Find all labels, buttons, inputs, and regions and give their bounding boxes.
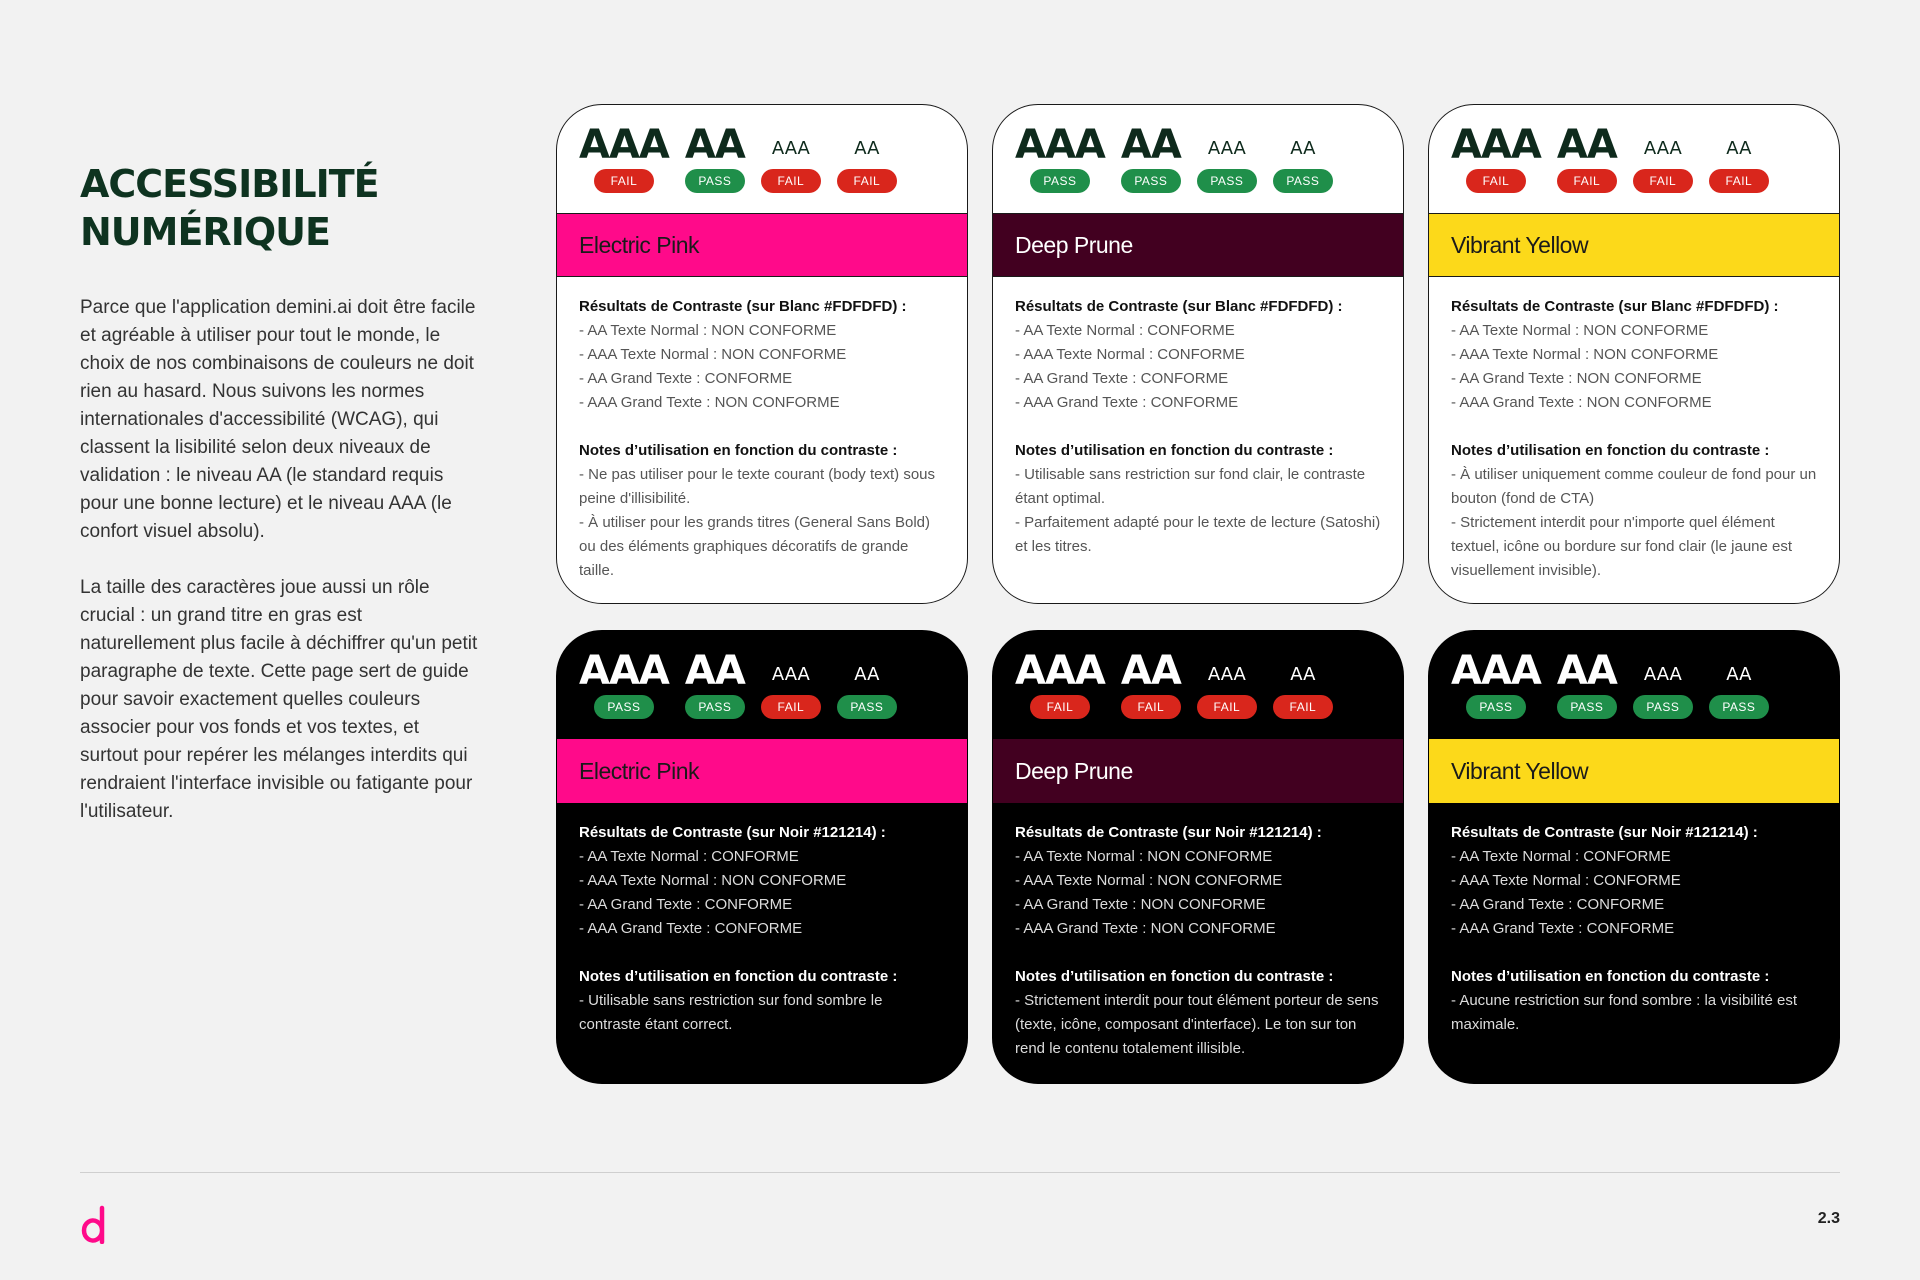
result-line: - AA Texte Normal : CONFORME: [1451, 848, 1671, 865]
wcag-level-label: AAA: [1643, 664, 1682, 685]
wcag-badge: [1633, 123, 1693, 193]
wcag-badges: [557, 631, 967, 739]
cards-row-light-background: [556, 104, 1840, 604]
card-body: [557, 277, 967, 583]
wcag-badges: [993, 631, 1403, 739]
contrast-cards-grid: [556, 104, 1840, 1084]
note-line: - Aucune restriction sur fond sombre : la visibilité est maximale.: [1451, 992, 1797, 1033]
results-heading: Résultats de Contraste (sur Blanc #FDFDFD) :: [1015, 298, 1343, 315]
wcag-badge: [1451, 123, 1541, 193]
wcag-badge: [1197, 123, 1257, 193]
wcag-level-label: AA: [684, 122, 745, 168]
notes-heading: Notes d’utilisation en fonction du contraste :: [1451, 442, 1770, 459]
wcag-level-label: AAA: [1451, 648, 1541, 694]
demini-d-logo-icon: [80, 1204, 110, 1244]
wcag-level-label: AA: [1290, 664, 1316, 685]
note-line: - Utilisable sans restriction sur fond clair, le contraste étant optimal.: [1015, 466, 1366, 507]
card-body: [1429, 803, 1839, 1037]
color-name-bar: Vibrant Yellow: [1429, 213, 1839, 277]
card-body: [557, 803, 967, 1037]
results-heading: Résultats de Contraste (sur Blanc #FDFDFD) :: [579, 298, 907, 315]
wcag-badges: [993, 105, 1403, 213]
card-body: [993, 803, 1403, 1061]
result-line: - AAA Grand Texte : CONFORME: [579, 920, 803, 937]
result-line: - AA Grand Texte : CONFORME: [579, 370, 793, 387]
color-name-bar: Deep Prune: [993, 739, 1403, 803]
status-pill: FAIL: [1709, 169, 1769, 193]
wcag-badge: [1015, 123, 1105, 193]
status-pill: FAIL: [1121, 695, 1181, 719]
status-pill: FAIL: [837, 169, 897, 193]
note-line: - À utiliser uniquement comme couleur de fond pour un bouton (fond de CTA): [1451, 466, 1817, 507]
wcag-level-label: AA: [854, 138, 880, 159]
wcag-badges: [557, 105, 967, 213]
results-heading: Résultats de Contraste (sur Noir #121214) :: [579, 824, 886, 841]
status-pill: FAIL: [761, 169, 821, 193]
results-heading: Résultats de Contraste (sur Blanc #FDFDFD) :: [1451, 298, 1779, 315]
contrast-card: [992, 630, 1404, 1084]
color-name-bar: Electric Pink: [557, 739, 967, 803]
note-line: - Parfaitement adapté pour le texte de lecture (Satoshi) et les titres.: [1015, 514, 1381, 555]
color-name-bar: Electric Pink: [557, 213, 967, 277]
note-line: - Strictement interdit pour n'importe quel élément textuel, icône ou bordure sur fond clair (le jaune est visuellement invisible).: [1451, 514, 1793, 579]
status-pill: FAIL: [1466, 169, 1526, 193]
wcag-level-label: AAA: [1207, 138, 1246, 159]
card-body: [1429, 277, 1839, 583]
intro-section: [80, 160, 480, 826]
note-line: - Ne pas utiliser pour le texte courant (body text) sous peine d'illisibilité.: [579, 466, 936, 507]
status-pill: FAIL: [1197, 695, 1257, 719]
status-pill: PASS: [1197, 169, 1257, 193]
results-heading: Résultats de Contraste (sur Noir #121214) :: [1015, 824, 1322, 841]
wcag-level-label: AAA: [771, 138, 810, 159]
wcag-badge: [579, 649, 669, 719]
contrast-card: [992, 104, 1404, 604]
color-name-bar: Deep Prune: [993, 213, 1403, 277]
status-pill: PASS: [1466, 695, 1526, 719]
cards-row-dark-background: [556, 630, 1840, 1084]
result-line: - AAA Texte Normal : NON CONFORME: [1451, 346, 1719, 363]
result-line: - AA Texte Normal : NON CONFORME: [1015, 848, 1273, 865]
result-line: - AAA Texte Normal : NON CONFORME: [579, 346, 847, 363]
wcag-level-label: AAA: [1643, 138, 1682, 159]
notes-heading: Notes d’utilisation en fonction du contraste :: [579, 442, 898, 459]
wcag-badges: [1429, 631, 1839, 739]
result-line: - AA Texte Normal : NON CONFORME: [579, 322, 837, 339]
result-line: - AAA Texte Normal : CONFORME: [1015, 346, 1245, 363]
result-line: - AA Grand Texte : NON CONFORME: [1451, 370, 1702, 387]
wcag-badge: [1273, 649, 1333, 719]
wcag-level-label: AA: [1556, 122, 1617, 168]
result-line: - AAA Grand Texte : NON CONFORME: [1015, 920, 1276, 937]
result-line: - AAA Texte Normal : CONFORME: [1451, 872, 1681, 889]
status-pill: FAIL: [1557, 169, 1617, 193]
note-line: - À utiliser pour les grands titres (General Sans Bold) ou des éléments graphiques décoratifs de grande taille.: [579, 514, 930, 579]
result-line: - AAA Grand Texte : CONFORME: [1451, 920, 1675, 937]
notes-heading: Notes d’utilisation en fonction du contraste :: [579, 968, 898, 985]
wcag-level-label: AA: [854, 664, 880, 685]
result-line: - AA Texte Normal : NON CONFORME: [1451, 322, 1709, 339]
wcag-badge: [1451, 649, 1541, 719]
wcag-level-label: AA: [1120, 122, 1181, 168]
result-line: - AAA Grand Texte : NON CONFORME: [579, 394, 840, 411]
result-line: - AA Texte Normal : CONFORME: [1015, 322, 1235, 339]
wcag-level-label: AA: [1556, 648, 1617, 694]
status-pill: PASS: [685, 695, 745, 719]
wcag-badge: [1121, 649, 1181, 719]
wcag-badge: [685, 649, 745, 719]
wcag-badge: [1709, 649, 1769, 719]
status-pill: FAIL: [594, 169, 654, 193]
status-pill: PASS: [1273, 169, 1333, 193]
contrast-card: [556, 104, 968, 604]
wcag-badge: [1709, 123, 1769, 193]
status-pill: PASS: [1030, 169, 1090, 193]
wcag-level-label: AA: [1290, 138, 1316, 159]
contrast-card: [556, 630, 968, 1084]
result-line: - AAA Grand Texte : CONFORME: [1015, 394, 1239, 411]
result-line: - AAA Texte Normal : NON CONFORME: [579, 872, 847, 889]
status-pill: FAIL: [1030, 695, 1090, 719]
wcag-badge: [1273, 123, 1333, 193]
page-number: 2.3: [1817, 1210, 1840, 1227]
results-heading: Résultats de Contraste (sur Noir #121214) :: [1451, 824, 1758, 841]
notes-heading: Notes d’utilisation en fonction du contraste :: [1015, 968, 1334, 985]
intro-paragraph-1: Parce que l'application demini.ai doit être facile et agréable à utiliser pour tout le monde, le choix de nos combinaisons de couleurs ne doit rien au hasard. Nous suivons les normes internationales d'accessibilité (WCAG), qui classent la lisibilité selon deux niveaux de validation : le niveau AA (le standard requis pour une bonne lecture) et le niveau AAA (le confort visuel absolu).: [80, 297, 476, 542]
color-name-bar: Vibrant Yellow: [1429, 739, 1839, 803]
wcag-badge: [1015, 649, 1105, 719]
wcag-badge: [685, 123, 745, 193]
status-pill: PASS: [594, 695, 654, 719]
wcag-badge: [1633, 649, 1693, 719]
wcag-badge: [1557, 649, 1617, 719]
status-pill: FAIL: [1633, 169, 1693, 193]
wcag-level-label: AAA: [1451, 122, 1541, 168]
result-line: - AA Grand Texte : CONFORME: [1451, 896, 1665, 913]
wcag-level-label: AAA: [579, 648, 669, 694]
wcag-badge: [579, 123, 669, 193]
intro-paragraph-2: La taille des caractères joue aussi un rôle crucial : un grand titre en gras est naturellement plus facile à déchiffrer qu'un petit paragraphe de texte. Cette page sert de guide pour savoir exactement quelles couleurs associer pour vos fonds et vos textes, et surtout pour repérer les mélanges interdits qui rendraient l'interface invisible ou fatigante pour l'utilisateur.: [80, 577, 478, 822]
wcag-badge: [761, 649, 821, 719]
wcag-badge: [1121, 123, 1181, 193]
wcag-badge: [761, 123, 821, 193]
footer-divider: [80, 1172, 1840, 1173]
card-body: [993, 277, 1403, 559]
wcag-level-label: AAA: [771, 664, 810, 685]
wcag-level-label: AA: [1726, 664, 1752, 685]
status-pill: PASS: [1557, 695, 1617, 719]
status-pill: FAIL: [761, 695, 821, 719]
contrast-card: [1428, 630, 1840, 1084]
wcag-level-label: AA: [1726, 138, 1752, 159]
notes-heading: Notes d’utilisation en fonction du contraste :: [1015, 442, 1334, 459]
wcag-badge: [1197, 649, 1257, 719]
wcag-badge: [837, 123, 897, 193]
result-line: - AA Texte Normal : CONFORME: [579, 848, 799, 865]
result-line: - AA Grand Texte : CONFORME: [1015, 370, 1229, 387]
wcag-level-label: AAA: [1015, 122, 1105, 168]
wcag-badges: [1429, 105, 1839, 213]
result-line: - AA Grand Texte : NON CONFORME: [1015, 896, 1266, 913]
wcag-badge: [837, 649, 897, 719]
wcag-level-label: AAA: [1015, 648, 1105, 694]
note-line: - Utilisable sans restriction sur fond sombre le contraste étant correct.: [579, 992, 883, 1033]
wcag-level-label: AAA: [1207, 664, 1246, 685]
wcag-level-label: AAA: [579, 122, 669, 168]
wcag-badge: [1557, 123, 1617, 193]
wcag-level-label: AA: [684, 648, 745, 694]
status-pill: PASS: [837, 695, 897, 719]
status-pill: PASS: [1633, 695, 1693, 719]
page-title: ACCESSIBILITÉ NUMÉRIQUE: [80, 162, 379, 254]
status-pill: FAIL: [1273, 695, 1333, 719]
result-line: - AA Grand Texte : CONFORME: [579, 896, 793, 913]
result-line: - AAA Texte Normal : NON CONFORME: [1015, 872, 1283, 889]
status-pill: PASS: [685, 169, 745, 193]
note-line: - Strictement interdit pour tout élément porteur de sens (texte, icône, composant d'interface). Le ton sur ton rend le contenu totalement illisible.: [1015, 992, 1379, 1057]
wcag-level-label: AA: [1120, 648, 1181, 694]
contrast-card: [1428, 104, 1840, 604]
notes-heading: Notes d’utilisation en fonction du contraste :: [1451, 968, 1770, 985]
status-pill: PASS: [1121, 169, 1181, 193]
result-line: - AAA Grand Texte : NON CONFORME: [1451, 394, 1712, 411]
status-pill: PASS: [1709, 695, 1769, 719]
